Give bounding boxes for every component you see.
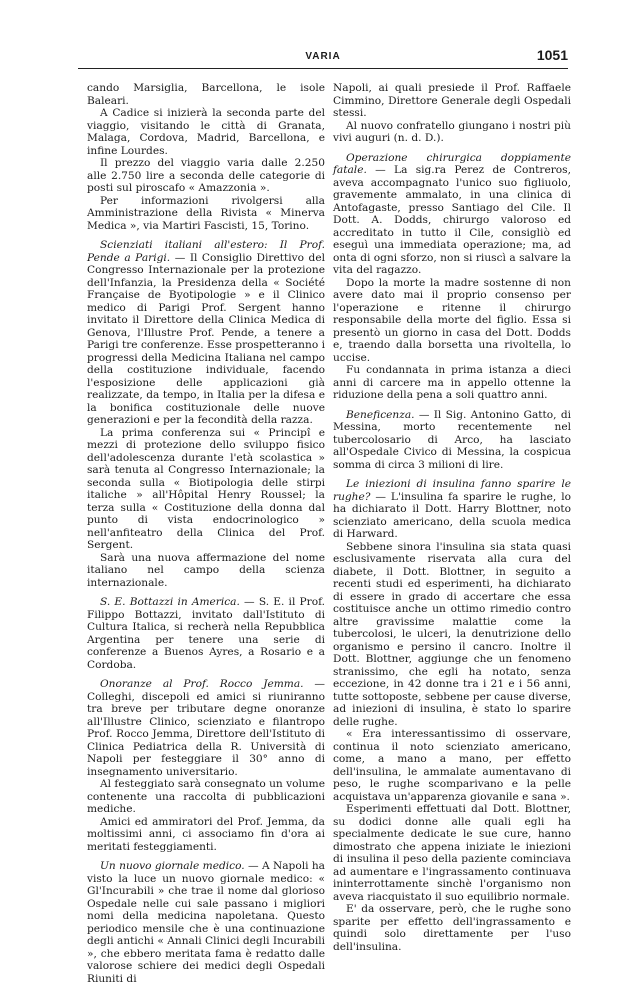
paragraph [333, 120, 571, 145]
paragraph [333, 364, 571, 402]
continued-paragraph [87, 82, 325, 107]
paragraph-text: cando Marsiglia, Barcellona, le isole Baleari. [87, 82, 325, 107]
paragraph-gap [87, 589, 325, 596]
paragraph [87, 107, 325, 157]
paragraph-text: Fu condannata in prima istanza a dieci anni di carcere ma in appello ottenne la riduzione della pena a soli quattro anni. [333, 364, 571, 401]
header-rule [78, 68, 568, 69]
paragraph [87, 778, 325, 816]
article-paragraph [87, 860, 325, 985]
article-paragraph [87, 596, 325, 671]
paragraph-gap [333, 145, 571, 152]
paragraph [87, 427, 325, 552]
paragraph-text: La prima conferenza sui « Principî e mezzi di protezione dello sviluppo fisico dell'adolescenza durante l'età scolastica » sarà tenuta al Congresso Internazionale; la seconda sulla « Biotipologia delle stirpi italiche » all'Hôpital Henry Roussel; la terza sulla « Costituzione della donna dal punto di vista endocrinologico » nell'anfiteatro della Clinica del Prof. Sergent. [87, 426, 325, 551]
paragraph [333, 541, 571, 729]
article-paragraph [333, 478, 571, 541]
article-paragraph [333, 152, 571, 277]
paragraph-text: Esperimenti effettuati dal Dott. Blottner, su dodici donne alle quali egli ha specialmente dedicate le sue cure, hanno dimostrato che appena iniziate le iniezioni di insulina il peso della paziente cominciava ad aumentare e l'ingrassamento continuava ininterrottamente sinchè l'organismo non aveva riacquistato il suo equilibrio normale. [333, 803, 571, 903]
article-title: Un nuovo giornale medico. [100, 860, 245, 872]
left-column [87, 82, 325, 985]
paragraph-text: Napoli, ai quali presiede il Prof. Raffaele Cimmino, Direttore Generale degli Ospedali stessi. [333, 82, 571, 119]
paragraph-text: — A Napoli ha visto la luce un nuovo giornale medico: « Gl'Incurabili » che trae il nome dal glorioso Ospedale nelle cui sale passano i migliori nomi della medicina napoletana. Questo periodico mensile che è una continuazione degli antichi « Annali Clinici degli Incurabili », che ebbero meritata fama è redatto dalle valorose schiere dei medici degli Ospedali Riuniti di [87, 860, 325, 985]
paragraph-text: — Il Consiglio Direttivo del Congresso Internazionale per la protezione dell'Infanzia, la Presidenza della « Société Française de Byotipologie » e il Clinico medico di Parigi Prof. Sergent hanno invitato il Direttore della Clinica Medica di Genova, l'Illustre Prof. Pende, a tenere a Parigi tre conferenze. Esse prospetteranno i progressi della Medicina Italiana nel campo della costituzione individuale, facendo l'esposizione delle applicazioni già realizzate, da tempo, in Italia per la difesa e la bonifica costituzionale delle nuove generazioni e per la fecondità della razza. [87, 251, 325, 426]
paragraph-text: Sebbene sinora l'insulina sia stata quasi esclusivamente riservata alla cura del diabete, il Dott. Blottner, in seguito a recenti studi ed esperimenti, ha dichiarato di essere in grado di accertare che essa costituisce anche un ottimo rimedio contro altre gravissime malattie come la tubercolosi, le ulceri, la denutrizione dello organismo e persino il cancro. Inoltre il Dott. Blottner, aggiunge che un fenomeno stranissimo, che egli ha notato, senza eccezione, in 42 donne tra i 21 e i 56 anni, tutte sottoposte, sebbene per cause diverse, ad iniezioni di insulina, è stato lo sparire delle rughe. [333, 540, 571, 728]
paragraph-gap [87, 853, 325, 860]
article-title: S. E. Bottazzi in America. [100, 596, 240, 608]
paragraph-text: E' da osservare, però, che le rughe sono sparite per effetto dell'ingrassamento e quindi solo direttamente per l'uso dell'insulina. [333, 903, 571, 953]
paragraph [87, 195, 325, 233]
page-header [78, 46, 568, 68]
paragraph [333, 803, 571, 903]
paragraph [87, 552, 325, 590]
paragraph-gap [87, 671, 325, 678]
article-paragraph [87, 239, 325, 427]
paragraph-text: A Cadice si inizierà la seconda parte del viaggio, visitando le città di Granata, Malaga, Cordova, Madrid, Barcellona, e infine Lourdes. [87, 107, 325, 157]
article-title: Onoranze al Prof. Rocco Jemma. [100, 678, 304, 690]
paragraph-text: « Era interessantissimo di osservare, continua il noto scienziato americano, come, a mano a mano, per effetto dell'insulina, le ammalate aumentavano di peso, le rughe scomparivano e la pelle acquistava un'apparenza giovanile e sana ». [333, 728, 571, 803]
paragraph [87, 157, 325, 195]
paragraph-text: Amici ed ammiratori del Prof. Jemma, da moltissimi anni, ci associamo fin d'ora ai meritati festeggiamenti. [87, 815, 325, 853]
paragraph-text: Sarà una nuova affermazione del nome italiano nel campo della scienza internazionale. [87, 551, 325, 589]
continued-paragraph [333, 82, 571, 120]
paragraph [333, 728, 571, 803]
paragraph [333, 277, 571, 365]
article-title: Beneficenza. [346, 408, 415, 421]
paragraph [333, 903, 571, 953]
paragraph-text: — Colleghi, discepoli ed amici si riuniranno tra breve per tributare degne onoranze all'Illustre Clinico, scienziato e filantropo Prof. Rocco Jemma, Direttore dell'Istituto di Clinica Pediatrica della R. Università di Napoli per festeggiare il 30° anno di insegnamento universitario. [87, 678, 326, 778]
right-column [333, 82, 571, 953]
paragraph-text: Per informazioni rivolgersi alla Amministrazione della Rivista « Minerva Medica », via Martiri Fascisti, 15, Torino. [87, 194, 325, 232]
article-title: Scienziati italiani all'estero: Il Prof. Pende a Parigi. [87, 239, 325, 264]
paragraph-text: — La sig.ra Perez de Contreros, aveva accompagnato l'unico suo figliuolo, gravemente ammalato, in una clinica di Antofagaste, presso Santiago del Cile. Il Dott. A. Dodds, chirurgo valoroso ed accreditato in tutto il Cile, consigliò ed eseguì una immediata operazione; ma, ad onta di ogni sforzo, non si riuscì a salvare la vita del ragazzo. [333, 164, 571, 276]
paragraph-gap [87, 232, 325, 239]
paragraph-text: — Il Sig. Antonino Gatto, di Messina, morto recentemente nel tubercolosario di Arco, ha lasciato all'Ospedale Civico di Messina, la cospicua somma di circa 3 milioni di lire. [333, 408, 571, 471]
paragraph [87, 816, 325, 854]
article-paragraph [87, 678, 325, 778]
paragraph-text: — L'insulina fa sparire le rughe, lo ha dichiarato il Dott. Harry Blottner, noto scienziato americano, della scuola medica di Harward. [333, 490, 571, 540]
paragraph-gap [333, 471, 571, 478]
section-title: VARIA [305, 51, 341, 62]
paragraph-text: Dopo la morte la madre sostenne di non avere dato mai il proprio consenso per l'operazione e ritenne il chirurgo responsabile della morte del figlio. Essa si presentò un giorno in casa del Dott. Dodds e, traendo dalla borsetta una rivoltella, lo uccise. [333, 276, 571, 364]
paragraph-text: Al festeggiato sarà consegnato un volume contenente una raccolta di pubblicazioni mediche. [87, 778, 325, 815]
article-title: Operazione chirurgica doppiamente fatale. [333, 151, 571, 176]
paragraph-text: — S. E. il Prof. Filippo Bottazzi, invitato dall'Istituto di Cultura Italica, si recherà nella Repubblica Argentina per tenere una serie di conferenze a Buenos Ayres, a Rosario e a Cordoba. [87, 596, 325, 671]
article-paragraph [333, 409, 571, 472]
paragraph-gap [333, 402, 571, 409]
paragraph-text: Il prezzo del viaggio varia dalle 2.250 alle 2.750 lire a seconda delle categorie di posti sul piroscafo « Amazzonia ». [87, 157, 325, 194]
page-number: 1051 [536, 47, 568, 63]
article-title: Le iniezioni di insulina fanno sparire le rughe? [333, 478, 571, 503]
paragraph-text: Al nuovo confratello giungano i nostri più vivi auguri (n. d. D.). [333, 119, 571, 144]
